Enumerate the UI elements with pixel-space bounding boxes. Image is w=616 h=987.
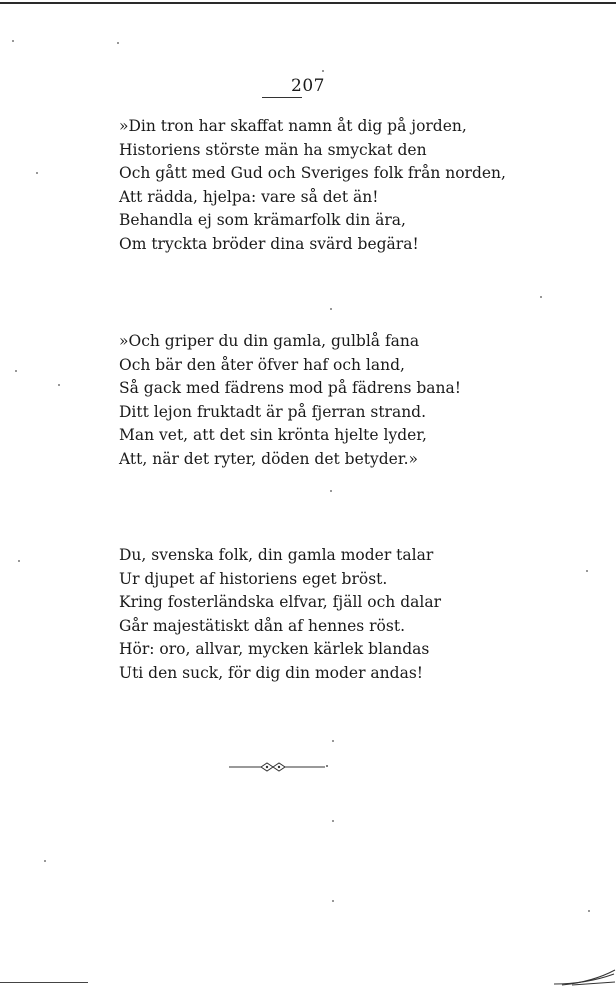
verse-line: Man vet, att det sin krönta hjelte lyder, — [119, 426, 427, 444]
verse-line: »Din tron har skaffat namn åt dig på jorden, — [119, 117, 467, 135]
verse-line: »Och griper du din gamla, gulblå fana — [119, 332, 420, 350]
verse-line: Ditt lejon fruktadt är på fjerran strand. — [119, 402, 427, 421]
top-border-rule — [0, 2, 616, 4]
verse-line: Att, när det ryter, döden det betyder.» — [119, 449, 418, 468]
scan-speck — [330, 308, 332, 310]
scan-speck — [18, 560, 20, 562]
scan-speck — [588, 910, 590, 912]
scan-speck — [44, 860, 46, 862]
stanza-2 — [119, 330, 539, 471]
verse-line: Ur djupet af historiens eget bröst. — [119, 569, 388, 588]
stanza-3 — [119, 544, 539, 685]
scan-speck — [58, 384, 60, 386]
page-curl-mark — [552, 964, 616, 986]
verse-line: Du, svenska folk, din gamla moder talar — [119, 546, 434, 564]
verse-line: Så gack med fädrens mod på fädrens bana! — [119, 379, 461, 397]
scan-speck — [15, 370, 17, 372]
bottom-left-rule — [0, 982, 88, 983]
scan-speck — [36, 172, 38, 174]
verse-line: Att rädda, hjelpa: vare så det än! — [119, 187, 379, 206]
stanza-1 — [119, 115, 539, 256]
scan-speck — [322, 70, 324, 72]
verse-line: Kring fosterländska elfvar, fjäll och dalar — [119, 593, 441, 611]
scan-speck — [586, 570, 588, 572]
verse-line: Historiens störste män ha smyckat den — [119, 140, 427, 159]
scan-speck — [332, 820, 334, 822]
scan-speck — [12, 40, 14, 42]
scan-speck — [332, 900, 334, 902]
scan-speck — [332, 740, 334, 742]
scan-speck — [330, 490, 332, 492]
page-number-underline — [262, 97, 302, 98]
page-number: 207 — [291, 76, 325, 96]
fleuron-divider-icon — [229, 760, 329, 774]
verse-line: Går majestätiskt dån af hennes röst. — [119, 616, 405, 635]
verse-line: Behandla ej som krämarfolk din ära, — [119, 211, 406, 229]
verse-line: Hör: oro, allvar, mycken kärlek blandas — [119, 640, 430, 658]
verse-line: Och bär den åter öfver haf och land, — [119, 355, 405, 374]
verse-line: Om tryckta bröder dina svärd begära! — [119, 234, 419, 253]
scan-speck — [117, 42, 119, 44]
verse-line: Uti den suck, för dig din moder andas! — [119, 663, 423, 682]
verse-line: Och gått med Gud och Sveriges folk från norden, — [119, 164, 506, 182]
scan-speck — [540, 296, 542, 298]
